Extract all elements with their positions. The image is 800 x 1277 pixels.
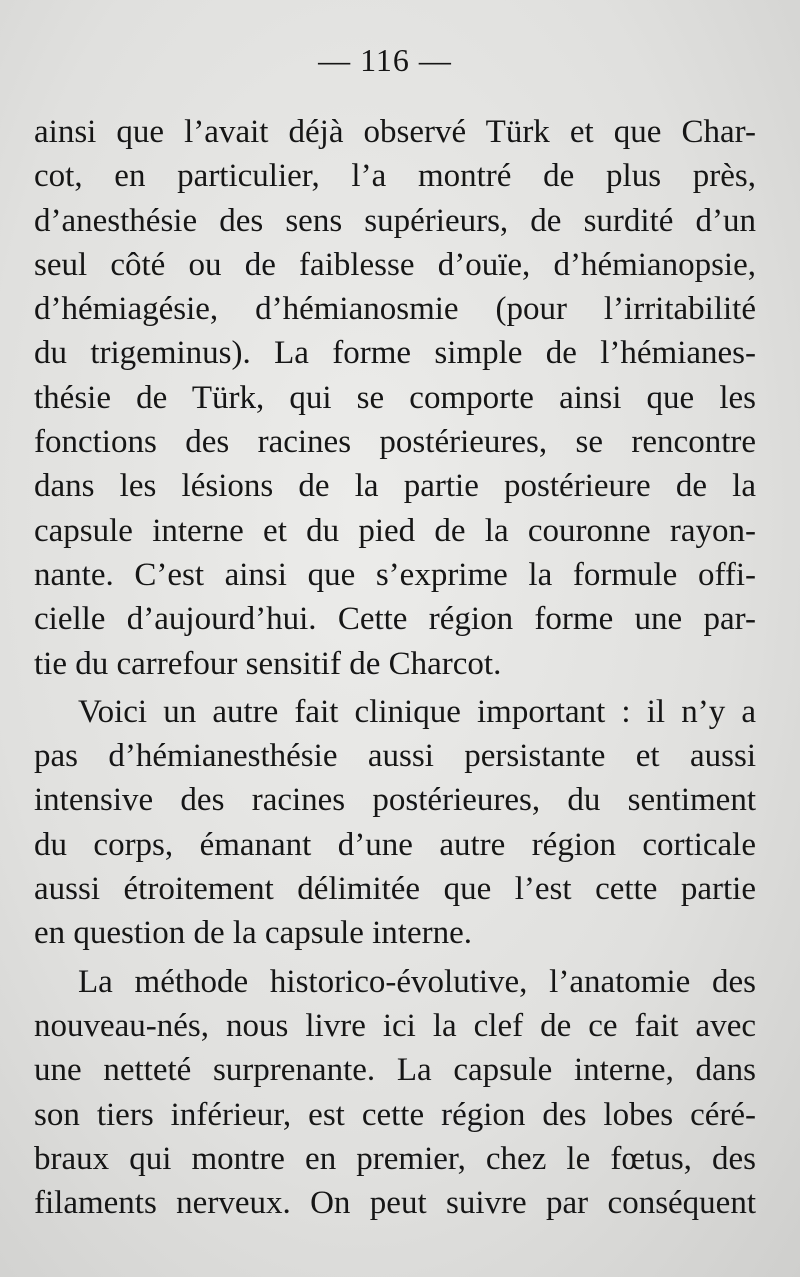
text-line: tie du carrefour sensitif de Charcot.	[34, 645, 502, 682]
text-line: filaments nerveux. On peut suivre par conséquent	[34, 1185, 756, 1222]
text-line: pas d’hémianesthésie aussi persistante et aussi	[34, 738, 756, 775]
text-line: cot, en particulier, l’a montré de plus près,	[34, 158, 756, 195]
text-line: cielle d’aujourd’hui. Cette région forme une par-	[34, 601, 756, 638]
text-line: Voici un autre fait clinique important : il n’y a	[78, 693, 756, 730]
text-line: capsule interne et du pied de la couronne rayon-	[34, 512, 756, 549]
text-line: du corps, émanant d’une autre région corticale	[34, 826, 756, 863]
text-line: intensive des racines postérieures, du sentiment	[34, 782, 756, 819]
text-line: une netteté surprenante. La capsule interne, dans	[34, 1052, 756, 1089]
text-line: La méthode historico-évolutive, l’anatomie des	[78, 963, 756, 1000]
paragraph-2	[34, 690, 756, 956]
body-text	[34, 110, 756, 1225]
text-line: d’hémiagésie, d’hémianosmie (pour l’irritabilité	[34, 291, 756, 328]
text-line: d’anesthésie des sens supérieurs, de surdité d’un	[34, 202, 756, 239]
text-line: fonctions des racines postérieures, se rencontre	[34, 424, 756, 461]
text-line: son tiers inférieur, est cette région des lobes céré-	[34, 1096, 756, 1133]
text-line: braux qui montre en premier, chez le fœtus, des	[34, 1140, 756, 1177]
text-line: du trigeminus). La forme simple de l’hémianes-	[34, 335, 756, 372]
text-line: thésie de Türk, qui se comporte ainsi que les	[34, 379, 756, 416]
text-line: en question de la capsule interne.	[34, 915, 473, 952]
page-number: — 116 —	[318, 42, 452, 78]
text-line: nante. C’est ainsi que s’exprime la formule offi-	[34, 556, 756, 593]
text-line: seul côté ou de faiblesse d’ouïe, d’hémianopsie,	[34, 246, 756, 283]
paragraph-1	[34, 110, 756, 686]
text-line: nouveau-nés, nous livre ici la clef de ce fait avec	[34, 1007, 756, 1044]
paragraph-3	[34, 960, 756, 1226]
text-line: aussi étroitement délimitée que l’est cette partie	[34, 871, 756, 908]
text-line: dans les lésions de la partie postérieure de la	[34, 468, 756, 505]
text-line: ainsi que l’avait déjà observé Türk et que Char-	[34, 114, 756, 150]
